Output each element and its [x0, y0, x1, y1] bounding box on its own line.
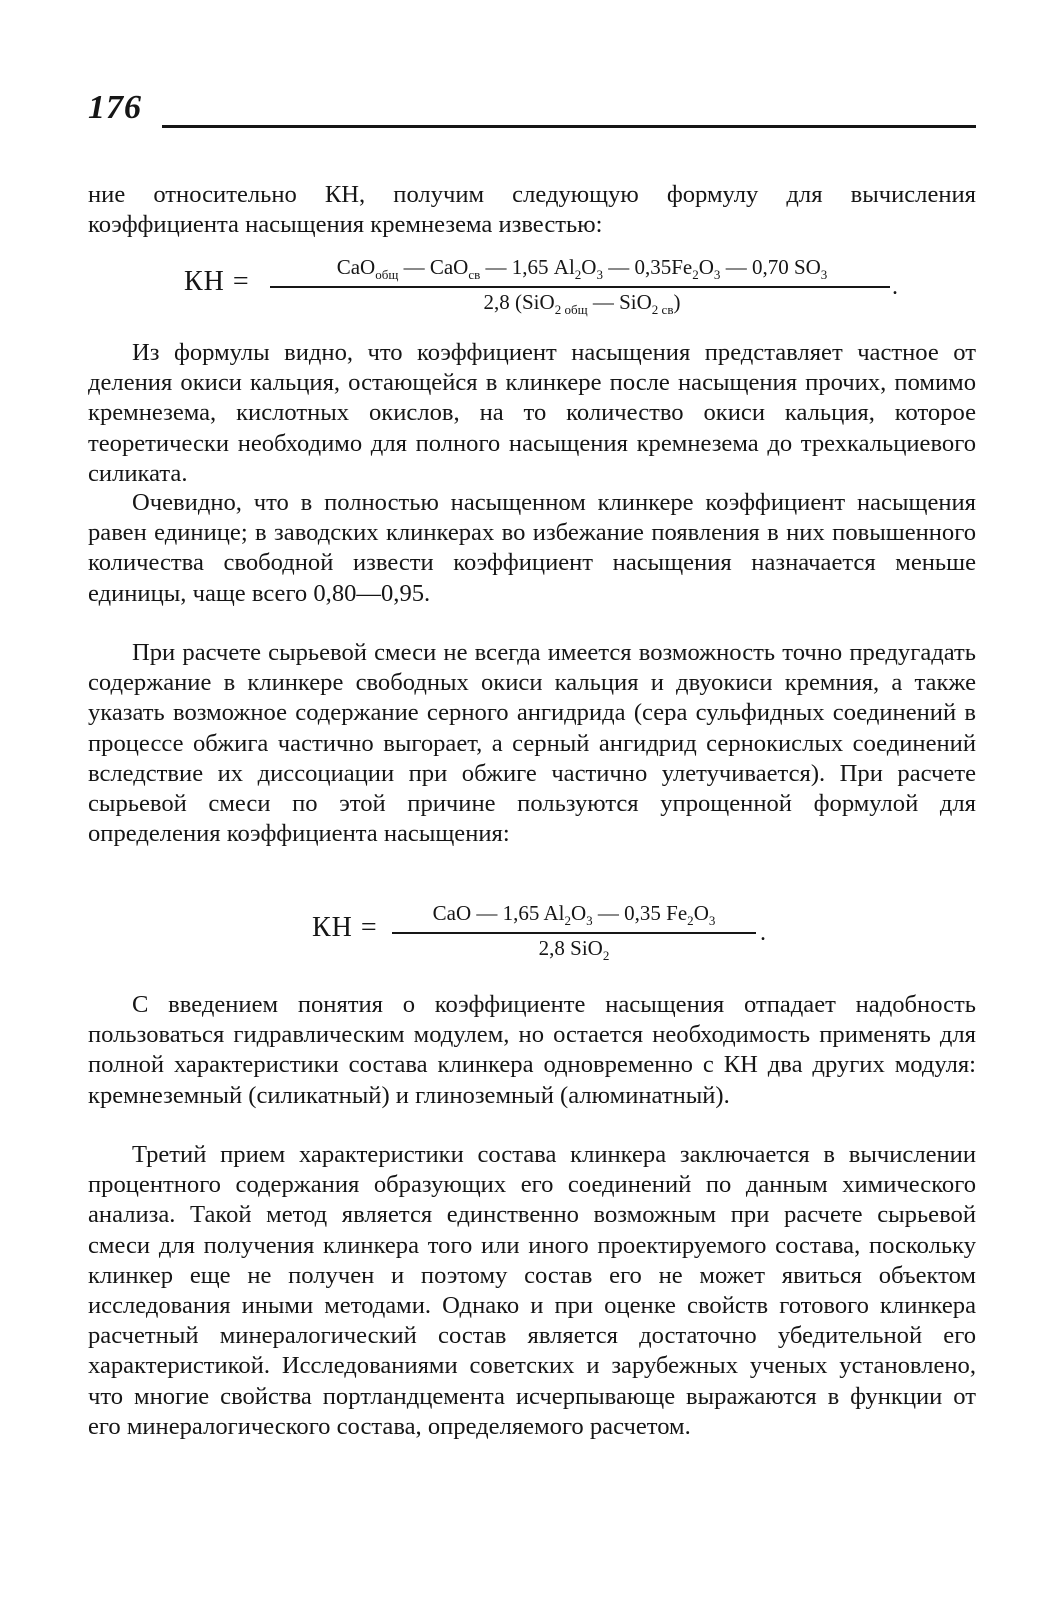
paragraph-4: При расчете сырьевой смеси не всегда имеется возможность точно предугадать содержание в клинкере свободных окиси кальция и двуокиси кремния, а также указать возможное содержание серного ангидрида (сера сульфидных соединений в процессе обжига частично выгорает, а серный ангидрид сернокислых соединений вследствие их диссоциации при обжиге частично улетучивается). При расчете сырьевой смеси по этой причине пользуются упрощенной формулой для определения коэффициента насыщения:	[88, 639, 976, 848]
formula-full-period: .	[892, 274, 898, 300]
formula-simplified-fraction-bar	[392, 932, 756, 934]
page-number: 176	[88, 89, 142, 126]
page-header	[88, 88, 976, 136]
formula-simplified-period: .	[760, 920, 766, 946]
formula-simplified-lhs: КН =	[312, 912, 378, 943]
formula-full-numerator: CaO$_{общ}$ — CaO$_{св}$ — 1,65 $Al_2O_3$ — $0,35Fe_2O_3$ — 0,70 $SO_3$	[336, 255, 828, 283]
formula-full-fraction-bar	[270, 286, 890, 288]
formula-full-lhs: КН =	[184, 266, 250, 297]
paragraph-6: Третий прием характеристики состава клинкера заключается в вычислении процентного содержания образующих его соединений по данным химического анализа. Такой метод является единственно возможным при расчете сырьевой смеси для получения клинкера того или иного проектируемого состава, поскольку клинкер еще не получен и поэтому состав его не может явиться объектом исследования иными методами. Однако и при оценке свойств готового клинкера расчетный минералогический состав является достаточно убедительной его характеристикой. Исследованиями советских и зарубежных ученых установлено, что многие свойства портландцемента исчерпывающе выражаются в функции от его минералогического состава, определяемого расчетом.	[88, 1141, 976, 1440]
paragraph-3: Очевидно, что в полностью насыщенном клинкере коэффициент насыщения равен единице; в заводских клинкерах во избежание появления в них повышенного количества свободной извести коэффициент насыщения назначается меньше единицы, чаще всего 0,80—0,95.	[88, 489, 976, 607]
formula-simplified	[88, 898, 976, 968]
formula-full	[88, 252, 976, 322]
formula-full-denominator: 2,8 (SiO$_{2 общ}$ — SiO$_{2 св}$)	[483, 290, 681, 318]
formula-simplified-denominator: 2,8 SiO$_2$	[538, 936, 610, 964]
paragraph-1: ние относительно КН, получим следующую формулу для вычисления коэффициента насыщения кремнезема известью:	[88, 181, 976, 239]
book-page	[88, 0, 976, 1601]
formula-simplified-numerator: CaO — 1,65 $Al_2O_3$ — 0,35 $Fe_2O_3$	[432, 901, 716, 929]
paragraph-2: Из формулы видно, что коэффициент насыщения представляет частное от деления окиси кальция, остающейся в клинкере после насыщения прочих, помимо кремнезема, кислотных окислов, на то количество окиси кальция, которое теоретически необходимо для полного насыщения кремнезема до трехкальциевого силиката.	[88, 339, 976, 487]
paragraph-5: С введением понятия о коэффициенте насыщения отпадает надобность пользоваться гидравлическим модулем, но остается необходимость применять для полной характеристики состава клинкера одновременно с КН два других модуля: кремнеземный (силикатный) и глиноземный (алюминатный).	[88, 991, 976, 1109]
header-rule	[162, 125, 976, 128]
